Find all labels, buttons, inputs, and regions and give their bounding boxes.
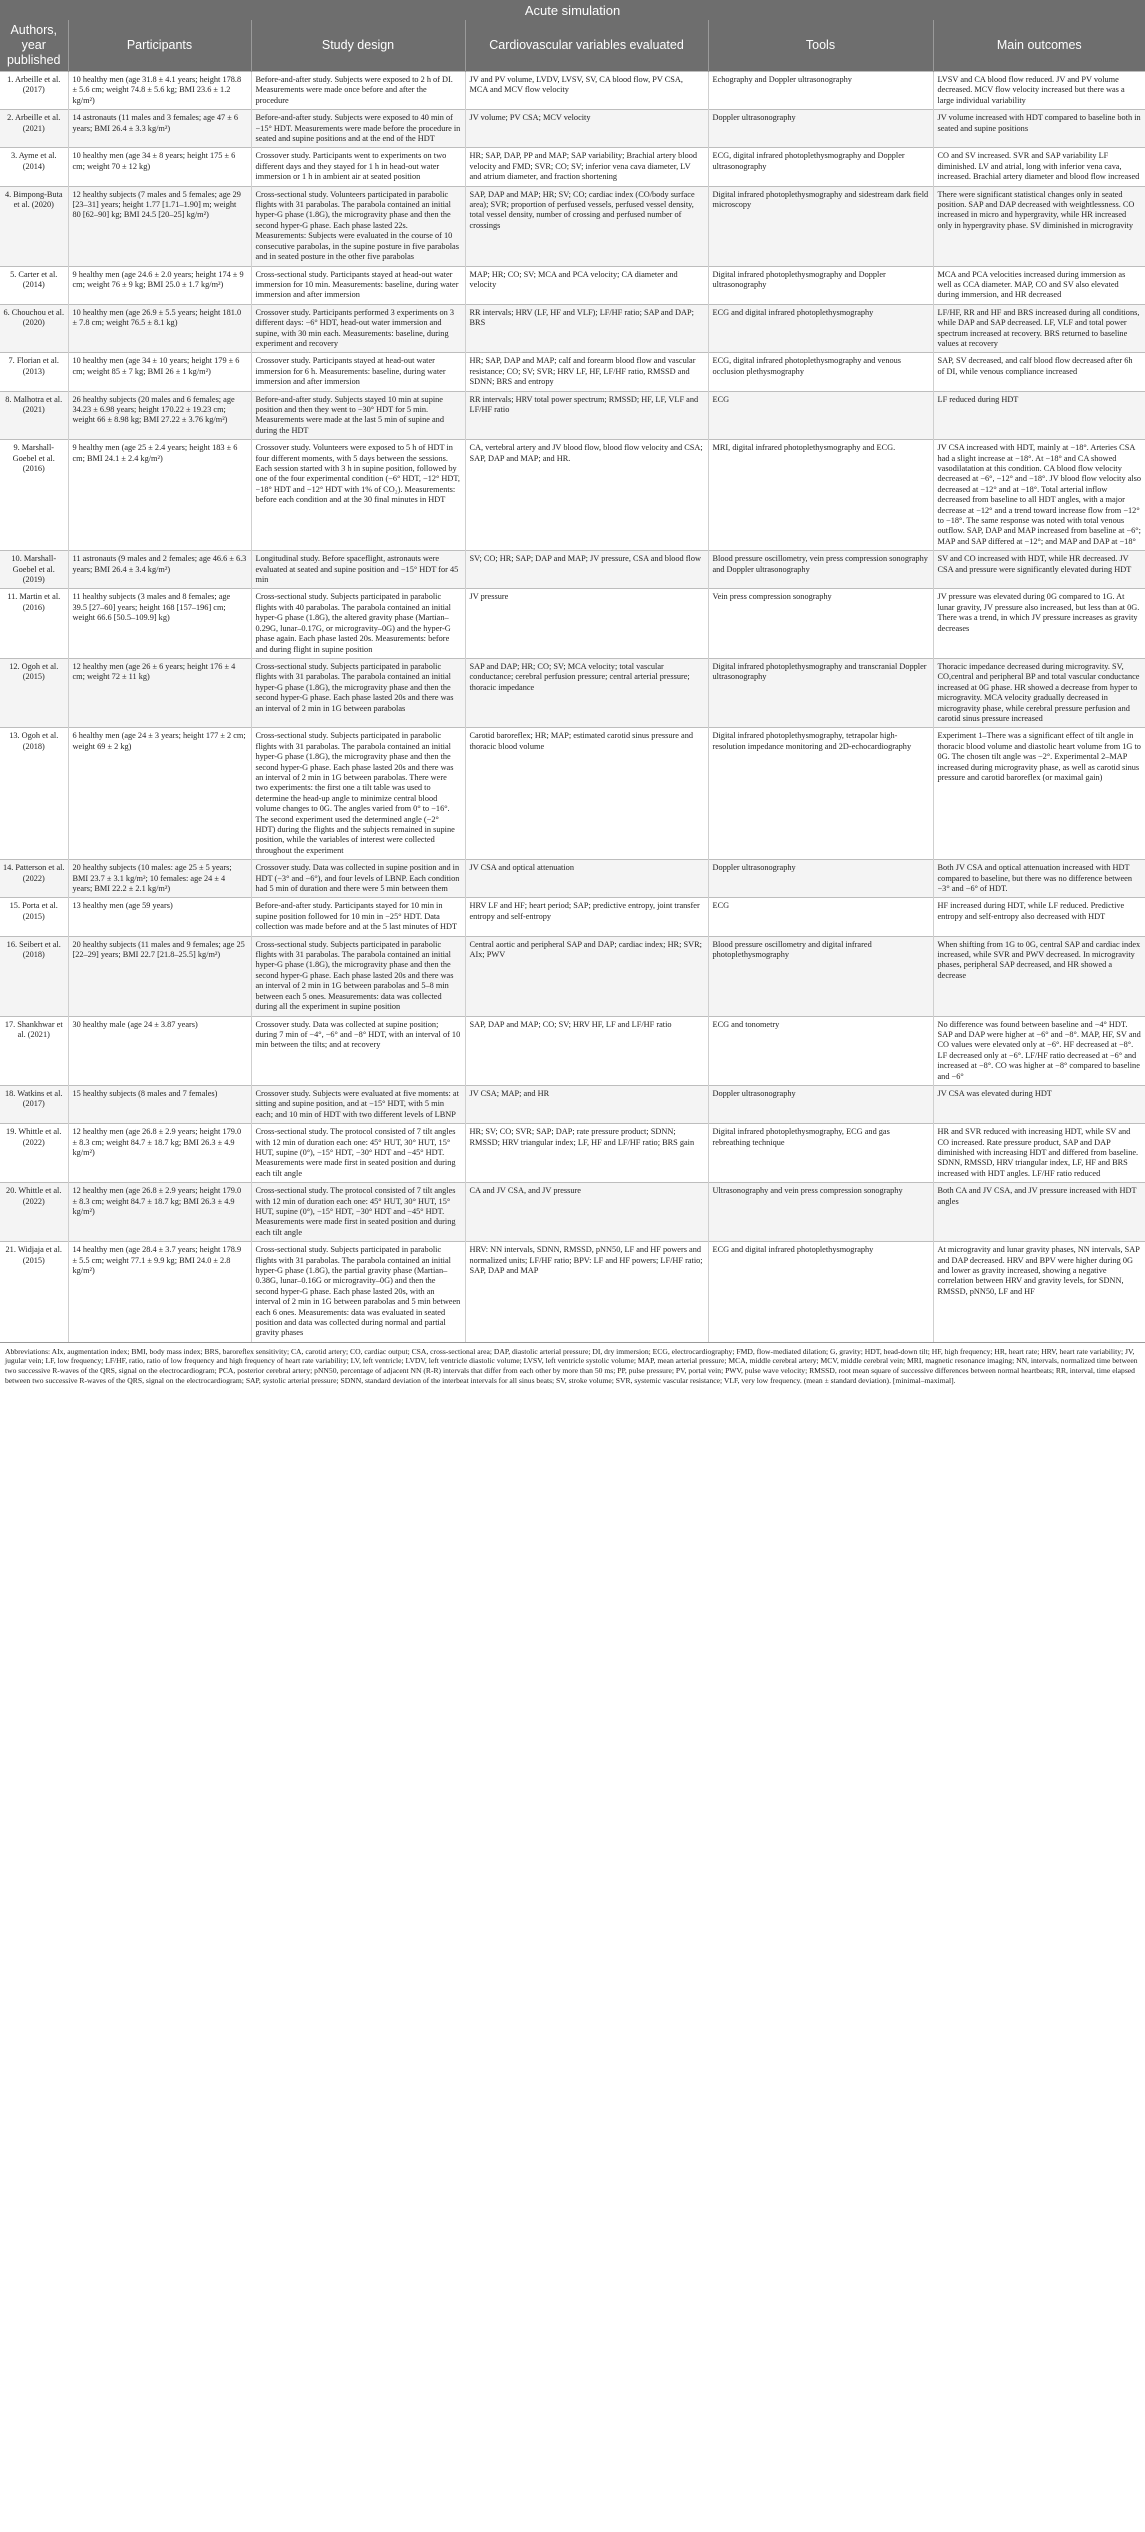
row-variables: JV CSA and optical attenuation [465, 860, 708, 898]
row-study-design: Cross-sectional study. Subjects participated in parabolic flights with 40 parabolas. The parabola contained an initial hyper-G phase (1.8G), the altered gravity phase (Martian–0.29G, lunar–0.17G, or microgravity–0G) and the hyper-G phase again. Each phase lasted 20s. Measurements: before and during flight in supine position [251, 589, 465, 658]
row-study-design: Crossover study. Participants went to experiments on two different days and they stayed for 1 h in head-out water immersion or 1 h in ambient air at seated position [251, 148, 465, 186]
row-outcomes: Thoracic impedance decreased during microgravity. SV, CO,central and peripheral BP and total vascular conductance increased at 0G phase. HR showed a decrease from hyper to microgravity. MCA velocity gradually decreased in microgravity phase, while cerebral pressure perfusion and carotid sinus pressure increased [933, 658, 1145, 727]
row-variables: HRV LF and HF; heart period; SAP; predictive entropy, joint transfer entropy and self-entropy [465, 898, 708, 936]
row-tools: ECG [708, 898, 933, 936]
row-tools: ECG, digital infrared photoplethysmography and venous occlusion plethysmography [708, 353, 933, 391]
row-study-design: Crossover study. Participants performed 3 experiments on 3 different days: −6° HDT, head-out water immersion and supine, with 30 min each. Measurements: baseline, during experiment and recovery [251, 304, 465, 353]
row-participants: 10 healthy men (age 31.8 ± 4.1 years; height 178.8 ± 5.6 cm; weight 74.8 ± 5.6 kg; BMI 23.6 ± 1.2 kg/m²) [68, 72, 251, 110]
row-author: 12. Ogoh et al. (2015) [0, 658, 68, 727]
row-outcomes: CO and SV increased. SVR and SAP variability LF diminished. LV and atrial, long with inferior vena cava, increased. Brachial artery diameter and blood flow increased [933, 148, 1145, 186]
table-title-row [0, 0, 1145, 20]
row-outcomes: No difference was found between baseline and −4° HDT. SAP and DAP were higher at −6° and −8°. MAP, HF, SV and CO values were elevated only at −6°. HF decreased at −8°. LF decreased only at −6°. LF/HF ratio decreased at −6° and increased at −8°. CO was higher at −8° compared to baseline and −6° [933, 1016, 1145, 1085]
row-outcomes: When shifting from 1G to 0G, central SAP and cardiac index increased, while SVR and PWV decreased. In microgravity phases, peripheral SAP decreased, and HR showed a decrease [933, 936, 1145, 1016]
header-authors: Authors, year published [0, 20, 68, 72]
row-author: 9. Marshall-Goebel et al. (2016) [0, 440, 68, 551]
table-row [0, 589, 1145, 658]
row-tools: Blood pressure oscillometry, vein press compression sonography and Doppler ultrasonography [708, 551, 933, 589]
table-row [0, 1242, 1145, 1342]
row-tools: ECG and digital infrared photoplethysmography [708, 1242, 933, 1342]
table-row [0, 860, 1145, 898]
table-row [0, 148, 1145, 186]
table-row [0, 304, 1145, 353]
row-variables: SAP, DAP and MAP; HR; SV; CO; cardiac index (CO/body surface area); SVR; proportion of perfused vessels, perfused vessel density, total vessel density, number of crossing and perfused number of crossings [465, 186, 708, 266]
row-tools: Digital infrared photoplethysmography and sidestream dark field microscopy [708, 186, 933, 266]
row-variables: JV CSA; MAP; and HR [465, 1085, 708, 1123]
row-author: 3. Ayme et al. (2014) [0, 148, 68, 186]
row-variables: JV pressure [465, 589, 708, 658]
row-author: 19. Whittle et al. (2022) [0, 1124, 68, 1183]
row-study-design: Crossover study. Volunteers were exposed to 5 h of HDT in four different moments, with 5 days between the sessions. Each session started with 3 h in supine position, followed by one of the four experimental condition (−6° HDT, −12° HDT, −18° HDT and −12° HDT with 1% of CO₂). Measurements: before each condition and at the 30 final minutes in HDT [251, 440, 465, 551]
header-participants: Participants [68, 20, 251, 72]
row-outcomes: JV CSA was elevated during HDT [933, 1085, 1145, 1123]
row-variables: HR; SAP, DAP and MAP; calf and forearm blood flow and vascular resistance; CO; SV; SVR; HRV LF, HF, LF/HF ratio, RMSSD and SDNN; BRS and entropy [465, 353, 708, 391]
row-study-design: Cross-sectional study. Subjects participated in parabolic flights with 31 parabolas. The parabola contained an initial hyper-G phase (1.8G), the microgravity phase and then the second hyper-G phase. Each phase lasted 20s and there was an interval of 2 min in 1G between parabolas [251, 658, 465, 727]
table-footnote: Abbreviations: AIx, augmentation index; BMI, body mass index; BRS, baroreflex sensitivity; CA, carotid artery; CO, cardiac output; CSA, cross-sectional area; DAP, diastolic arterial pressure; DI, dry immersion; ECG, electrocardiography; FMD, flow-mediated dilation; G, gravity; HDT, head-down tilt; HF, high frequency; HR, heart rate; HRV, heart rate variability; JV, jugular vein; LF, low frequency; LF/HF, ratio, ratio of low frequency and high frequency of heart rate variability; LV, left ventricle; LVDV, left ventricle diastolic volume; LVSV, left ventricle systolic volume; MAP, mean arterial pressure; MCA, middle cerebral artery; MCV, middle cerebral vein; MRI, magnetic resonance imaging; NN, intervals, normalized time between two successive R-waves of the QRS, signal on the electrocardiogram; PCA, posterior cerebral artery; pNN50, percentage of adjacent NN (R-R) intervals that differ from each other by more than 50 ms; PP, pulse pressure; PV, portal vein; PWV, pulse wave velocity; RMSSD, root mean square of successive differences between normal heartbeats; RR, interval, time elapsed between two successive R-waves of the QRS, signal on the electrocardiogram; SAP, systolic arterial pressure; SDNN, standard deviation of the interbeat intervals for all sinus beats; SV, stroke volume; SVR, systemic vascular resistance; VLF, very low frequency. (mean ± standard deviation). [minimal–maximal]. [0, 1342, 1145, 1389]
row-study-design: Crossover study. Data was collected at supine position; during 7 min of −4°, −6° and −8° HDT, with an interval of 10 min between the tilts; and at recovery [251, 1016, 465, 1085]
row-participants: 10 healthy men (age 34 ± 10 years; height 179 ± 6 cm; weight 85 ± 7 kg; BMI 26 ± 1 kg/m²) [68, 353, 251, 391]
row-author: 6. Chouchou et al. (2020) [0, 304, 68, 353]
table-row [0, 1124, 1145, 1183]
row-tools: Doppler ultrasonography [708, 860, 933, 898]
row-tools: ECG and digital infrared photoplethysmography [708, 304, 933, 353]
row-author: 8. Malhotra et al. (2021) [0, 391, 68, 440]
row-outcomes: JV volume increased with HDT compared to baseline both in seated and supine positions [933, 110, 1145, 148]
row-outcomes: LF/HF, RR and HF and BRS increased during all conditions, while DAP and SAP decreased. LF, VLF and total power spectrum increased at recovery. BRS returned to baseline values at recovery [933, 304, 1145, 353]
row-participants: 9 healthy men (age 25 ± 2.4 years; height 183 ± 6 cm; BMI 24.1 ± 2.4 kg/m²) [68, 440, 251, 551]
row-author: 21. Widjaja et al. (2015) [0, 1242, 68, 1342]
row-outcomes: At microgravity and lunar gravity phases, NN intervals, SAP and DAP decreased. HRV and BPV were higher during 0G and lower as gravity increased, showing a negative correlation between HRV and gravity levels, for SDNN, RMSSD, pNN50, LF and HF [933, 1242, 1145, 1342]
row-participants: 13 healthy men (age 59 years) [68, 898, 251, 936]
row-outcomes: Both CA and JV CSA, and JV pressure increased with HDT angles [933, 1183, 1145, 1242]
table-row [0, 110, 1145, 148]
row-study-design: Before-and-after study. Subjects were exposed to 2 h of DI. Measurements were made once before and after the procedure [251, 72, 465, 110]
row-tools: Echography and Doppler ultrasonography [708, 72, 933, 110]
row-participants: 9 healthy men (age 24.6 ± 2.0 years; height 174 ± 9 cm; weight 76 ± 9 kg; BMI 25.0 ± 1.7 kg/m²) [68, 266, 251, 304]
row-study-design: Cross-sectional study. Volunteers participated in parabolic flights with 31 parabolas. The parabola contained an initial hyper-G phase (1.8G), the microgravity phase and then the second hyper-G phase. Each phase lasted 22s. Measurements: Subjects were evaluated in the course of 10 consecutive parabolas, in the supine posture in five parabolas and in seated posture in the other five parabolas [251, 186, 465, 266]
row-tools: Digital infrared photoplethysmography, tetrapolar high-resolution impedance monitoring and 2D-echocardiography [708, 728, 933, 860]
row-variables: Central aortic and peripheral SAP and DAP; cardiac index; HR; SVR; AIx; PWV [465, 936, 708, 1016]
row-variables: HRV: NN intervals, SDNN, RMSSD, pNN50, LF and HF powers and normalized units; LF/HF ratio; BPV: LF and HF powers; LF/HF ratio; SAP, DAP and MAP [465, 1242, 708, 1342]
header-outcomes: Main outcomes [933, 20, 1145, 72]
row-outcomes: SV and CO increased with HDT, while HR decreased. JV CSA and pressure were significantly elevated during HDT [933, 551, 1145, 589]
row-variables: JV and PV volume, LVDV, LVSV, SV, CA blood flow, PV CSA, MCA and MCV flow velocity [465, 72, 708, 110]
row-tools: Doppler ultrasonography [708, 1085, 933, 1123]
table-body [0, 72, 1145, 1342]
row-study-design: Before-and-after study. Subjects were exposed to 40 min of −15° HDT. Measurements were made before the procedure in seated and supine positions and at the end of the HDT [251, 110, 465, 148]
table-row [0, 728, 1145, 860]
table-row [0, 551, 1145, 589]
row-author: 13. Ogoh et al. (2018) [0, 728, 68, 860]
row-author: 10. Marshall-Goebel et al. (2019) [0, 551, 68, 589]
row-participants: 12 healthy men (age 26 ± 6 years; height 176 ± 4 cm; weight 72 ± 11 kg) [68, 658, 251, 727]
row-tools: Vein press compression sonography [708, 589, 933, 658]
row-author: 7. Florian et al. (2013) [0, 353, 68, 391]
row-participants: 12 healthy men (age 26.8 ± 2.9 years; height 179.0 ± 8.3 cm; weight 84.7 ± 18.7 kg; BMI 26.3 ± 4.9 kg/m²) [68, 1183, 251, 1242]
table-row [0, 1183, 1145, 1242]
table-row [0, 898, 1145, 936]
row-study-design: Cross-sectional study. Subjects participated in parabolic flights with 31 parabolas. The parabola contained an initial hyper-G phase (1.8G), the partial gravity phase (Martian–0.38G, lunar–0.16G or microgravity–0G) and then the second hyper-G phase. Each phase lasted 20s, with an interval of 2 min in 1G between parabolas and 5 min between each 6 ones. Measurements: data was evaluated in seated position and data was collected during normal and partial gravity phases [251, 1242, 465, 1342]
row-outcomes: LF reduced during HDT [933, 391, 1145, 440]
row-outcomes: HF increased during HDT, while LF reduced. Predictive entropy and self-entropy also decreased with HDT [933, 898, 1145, 936]
row-outcomes: MCA and PCA velocities increased during immersion as well as CCA diameter. MAP, CO and SV also elevated during immersion, and HR decreased [933, 266, 1145, 304]
row-study-design: Longitudinal study. Before spaceflight, astronauts were evaluated at seated and supine position and −15° HDT for 45 min [251, 551, 465, 589]
table-row [0, 1085, 1145, 1123]
row-variables: JV volume; PV CSA; MCV velocity [465, 110, 708, 148]
row-outcomes: There were significant statistical changes only in seated position. SAP and DAP decreased with weightlessness. CO increased in micro and hypergravity, while HR increased only in hypergravity phase. SV diminished in microgravity [933, 186, 1145, 266]
table-row [0, 440, 1145, 551]
row-study-design: Cross-sectional study. Subjects participated in parabolic flights with 31 parabolas. The parabola contained an initial hyper-G phase (1.8G), the microgravity phase and then the second hyper-G phase. Each phase lasted 20s and there was an interval of 2 min in 1G between parabolas and 5–8 min between each 5 ones. Measurements: data was collected during all the experiment in supine position [251, 936, 465, 1016]
row-study-design: Cross-sectional study. The protocol consisted of 7 tilt angles with 12 min of duration each one: 45° HUT, 30° HUT, 15° HUT, supine (0°), −15° HDT, −30° HDT and −45° HDT. Measurements were made first in seated position and during each tilt angle [251, 1124, 465, 1183]
row-variables: HR; SAP, DAP, PP and MAP; SAP variability; Brachial artery blood velocity and FMD; SVR; CO; SV; inferior vena cava diameter, LV and atrium diameter, and fraction shortening [465, 148, 708, 186]
row-participants: 12 healthy men (age 26.8 ± 2.9 years; height 179.0 ± 8.3 cm; weight 84.7 ± 18.7 kg; BMI 26.3 ± 4.9 kg/m²) [68, 1124, 251, 1183]
table-row [0, 186, 1145, 266]
header-tools: Tools [708, 20, 933, 72]
table-row [0, 936, 1145, 1016]
row-outcomes: JV pressure was elevated during 0G compared to 1G. At lunar gravity, JV pressure also increased, but less than at 0G. There was a trend, in which JV pressure increases as gravity decreases [933, 589, 1145, 658]
row-variables: MAP; HR; CO; SV; MCA and PCA velocity; CA diameter and velocity [465, 266, 708, 304]
row-author: 14. Patterson et al. (2022) [0, 860, 68, 898]
row-variables: Carotid baroreflex; HR; MAP; estimated carotid sinus pressure and thoracic blood volume [465, 728, 708, 860]
row-author: 2. Arbeille et al. (2021) [0, 110, 68, 148]
row-outcomes: LVSV and CA blood flow reduced. JV and PV volume decreased. MCV flow velocity increased but there was a large individual variability [933, 72, 1145, 110]
row-author: 4. Bimpong-Buta et al. (2020) [0, 186, 68, 266]
row-study-design: Before-and-after study. Participants stayed for 10 min in supine position followed for 10 min in −25° HDT. Data collection was made before and at the 5 last minutes of HDT [251, 898, 465, 936]
table-row [0, 72, 1145, 110]
header-variables: Cardiovascular variables evaluated [465, 20, 708, 72]
table-row [0, 353, 1145, 391]
row-author: 17. Shankhwar et al. (2021) [0, 1016, 68, 1085]
row-study-design: Crossover study. Data was collected in supine position and in HDT (−3° and −6°), and four levels of LBNP. Each condition had 5 min of duration and there were 5 min between them [251, 860, 465, 898]
row-outcomes: SAP, SV decreased, and calf blood flow decreased after 6h of DI, while venous compliance increased [933, 353, 1145, 391]
row-tools: Ultrasonography and vein press compression sonography [708, 1183, 933, 1242]
row-participants: 20 healthy subjects (10 males: age 25 ± 5 years; BMI 23.7 ± 3.1 kg/m²; 10 females: age 24 ± 4 years; BMI 22.2 ± 2.1 kg/m²) [68, 860, 251, 898]
row-tools: Digital infrared photoplethysmography and transcranial Doppler ultrasonography [708, 658, 933, 727]
row-tools: Blood pressure oscillometry and digital infrared photoplethysmography [708, 936, 933, 1016]
row-author: 1. Arbeille et al. (2017) [0, 72, 68, 110]
row-author: 20. Whittle et al. (2022) [0, 1183, 68, 1242]
row-participants: 30 healthy male (age 24 ± 3.87 years) [68, 1016, 251, 1085]
row-study-design: Cross-sectional study. Subjects participated in parabolic flights with 31 parabolas. The parabola contained an initial hyper-G phase (1.8G), the microgravity phase and then the second hyper-G phase. Each phase lasted 20s and there was an interval of 2 min in 1G between parabolas. There were two experiments: the first one a tilt table was used to determine the head-up angle to minimize central blood volume changes to 0G. The angles varied from 0° to −16°. The second experiment used the determined angle (−2° HDT) during the flights and the subjects remained in supine position, while the variables of interest were collected throughout the experiment [251, 728, 465, 860]
row-study-design: Crossover study. Participants stayed at head-out water immersion for 6 h. Measurements: baseline, during water immersion and after immersion [251, 353, 465, 391]
table-title: Acute simulation [0, 0, 1145, 20]
row-variables: SAP and DAP; HR; CO; SV; MCA velocity; total vascular conductance; cerebral perfusion pressure; central arterial pressure; thoracic impedance [465, 658, 708, 727]
table-row [0, 1016, 1145, 1085]
row-tools: ECG and tonometry [708, 1016, 933, 1085]
row-variables: SV; CO; HR; SAP; DAP and MAP; JV pressure, CSA and blood flow [465, 551, 708, 589]
row-variables: SAP, DAP and MAP; CO; SV; HRV HF, LF and LF/HF ratio [465, 1016, 708, 1085]
row-tools: Doppler ultrasonography [708, 110, 933, 148]
row-participants: 11 healthy subjects (3 males and 8 females; age 39.5 [27–60] years; height 168 [157–196] cm; weight 66.6 [50.5–109.9] kg) [68, 589, 251, 658]
row-author: 11. Martin et al. (2016) [0, 589, 68, 658]
row-participants: 15 healthy subjects (8 males and 7 females) [68, 1085, 251, 1123]
table-header-row [0, 20, 1145, 72]
table-row [0, 391, 1145, 440]
row-variables: CA and JV CSA, and JV pressure [465, 1183, 708, 1242]
row-participants: 12 healthy subjects (7 males and 5 females; age 29 [23–31] years; height 1.77 [1.71–1.90] m; weight 80 [62–90] kg; BMI 24.5 [20–25] kg/m²) [68, 186, 251, 266]
row-participants: 20 healthy subjects (11 males and 9 females; age 25 [22–29] years; BMI 22.7 [21.8–25.5] kg/m²) [68, 936, 251, 1016]
row-study-design: Crossover study. Subjects were evaluated at five moments: at sitting and supine position, and at −15° HDT, with 5 min each; and 10 min of HDT with two different levels of LBNP [251, 1085, 465, 1123]
row-participants: 10 healthy men (age 26.9 ± 5.5 years; height 181.0 ± 7.8 cm; weight 76.5 ± 8.1 kg) [68, 304, 251, 353]
row-tools: ECG, digital infrared photoplethysmography and Doppler ultrasonography [708, 148, 933, 186]
row-outcomes: Both JV CSA and optical attenuation increased with HDT compared to baseline, but there was no difference between −3° and −6° of HDT. [933, 860, 1145, 898]
row-variables: RR intervals; HRV (LF, HF and VLF); LF/HF ratio; SAP and DAP; BRS [465, 304, 708, 353]
row-participants: 6 healthy men (age 24 ± 3 years; height 177 ± 2 cm; weight 69 ± 2 kg) [68, 728, 251, 860]
row-author: 18. Watkins et al. (2017) [0, 1085, 68, 1123]
row-author: 5. Carter et al. (2014) [0, 266, 68, 304]
row-tools: ECG [708, 391, 933, 440]
row-author: 16. Seibert et al. (2018) [0, 936, 68, 1016]
row-participants: 26 healthy subjects (20 males and 6 females; age 34.23 ± 6.98 years; height 170.22 ± 19.23 cm; weight 66 ± 8.98 kg; BMI 27.22 ± 3.76 kg/m²) [68, 391, 251, 440]
row-variables: RR intervals; HRV total power spectrum; RMSSD; HF, LF, VLF and LF/HF ratio [465, 391, 708, 440]
row-outcomes: HR and SVR reduced with increasing HDT, while SV and CO increased. Rate pressure product, SAP and DAP diminished with increasing HDT and differed from baseline. SDNN, RMSSD, HRV triangular index, LF, HF and BRS increased with HDT angles. LF/HF ratio reduced [933, 1124, 1145, 1183]
row-variables: HR; SV; CO; SVR; SAP; DAP; rate pressure product; SDNN; RMSSD; HRV triangular index; LF, HF and LF/HF ratio; BRS gain [465, 1124, 708, 1183]
row-study-design: Cross-sectional study. The protocol consisted of 7 tilt angles with 12 min of duration each one: 45° HUT, 30° HUT, 15° HUT, supine (0°), −15° HDT, −30° HDT and −45° HDT. Measurements were made first in seated position and during each tilt angle [251, 1183, 465, 1242]
row-variables: CA, vertebral artery and JV blood flow, blood flow velocity and CSA; SAP, DAP and MAP; and HR. [465, 440, 708, 551]
table-row [0, 658, 1145, 727]
row-participants: 14 healthy men (age 28.4 ± 3.7 years; height 178.9 ± 5.5 cm; weight 77.1 ± 9.9 kg; BMI 24.0 ± 2.8 kg/m²) [68, 1242, 251, 1342]
row-study-design: Before-and-after study. Subjects stayed 10 min at supine position and then they went to −30° HDT for 5 min. Measurements were made at the last 5 min of supine and during the HDT [251, 391, 465, 440]
row-participants: 11 astronauts (9 males and 2 females; age 46.6 ± 6.3 years; BMI 26.4 ± 3.4 kg/m²) [68, 551, 251, 589]
row-participants: 14 astronauts (11 males and 3 females; age 47 ± 6 years; BMI 26.4 ± 3.3 kg/m²) [68, 110, 251, 148]
row-outcomes: JV CSA increased with HDT, mainly at −18°. Arteries CSA had a slight increase at −18°. At −18° and CA showed vasodilatation at this condition. CA blood flow velocity decreased at −6°, −12° and −18°. JV blood flow velocity also decreased at −12° and at −18°. Total arterial inflow decreased from baseline to all HDT angles, with a major decrease at −12° and a trend toward increase flow from −12° to −18°. The same response was noted with total venous outflow. SAP, DAP and MAP increased from baseline at −6°; MAP and SAP differed at −12°; and MAP and DAP at −18° [933, 440, 1145, 551]
row-outcomes: Experiment 1–There was a significant effect of tilt angle in thoracic blood volume and diastolic heart volume from 1G to 0G. The chosen tilt angle was −2°. Experimental 2–MAP increased during microgravity phase, as well as carotid sinus pressure and carotid baroreflex (or maximal gain) [933, 728, 1145, 860]
row-study-design: Cross-sectional study. Participants stayed at head-out water immersion for 10 min. Measurements: baseline, during water immersion and after immersion [251, 266, 465, 304]
header-study-design: Study design [251, 20, 465, 72]
row-participants: 10 healthy men (age 34 ± 8 years; height 175 ± 6 cm; weight 70 ± 12 kg) [68, 148, 251, 186]
table-row [0, 266, 1145, 304]
row-tools: MRI, digital infrared photoplethysmography and ECG. [708, 440, 933, 551]
row-tools: Digital infrared photoplethysmography and Doppler ultrasonography [708, 266, 933, 304]
row-tools: Digital infrared photoplethysmography, ECG and gas rebreathing technique [708, 1124, 933, 1183]
row-author: 15. Porta et al. (2015) [0, 898, 68, 936]
